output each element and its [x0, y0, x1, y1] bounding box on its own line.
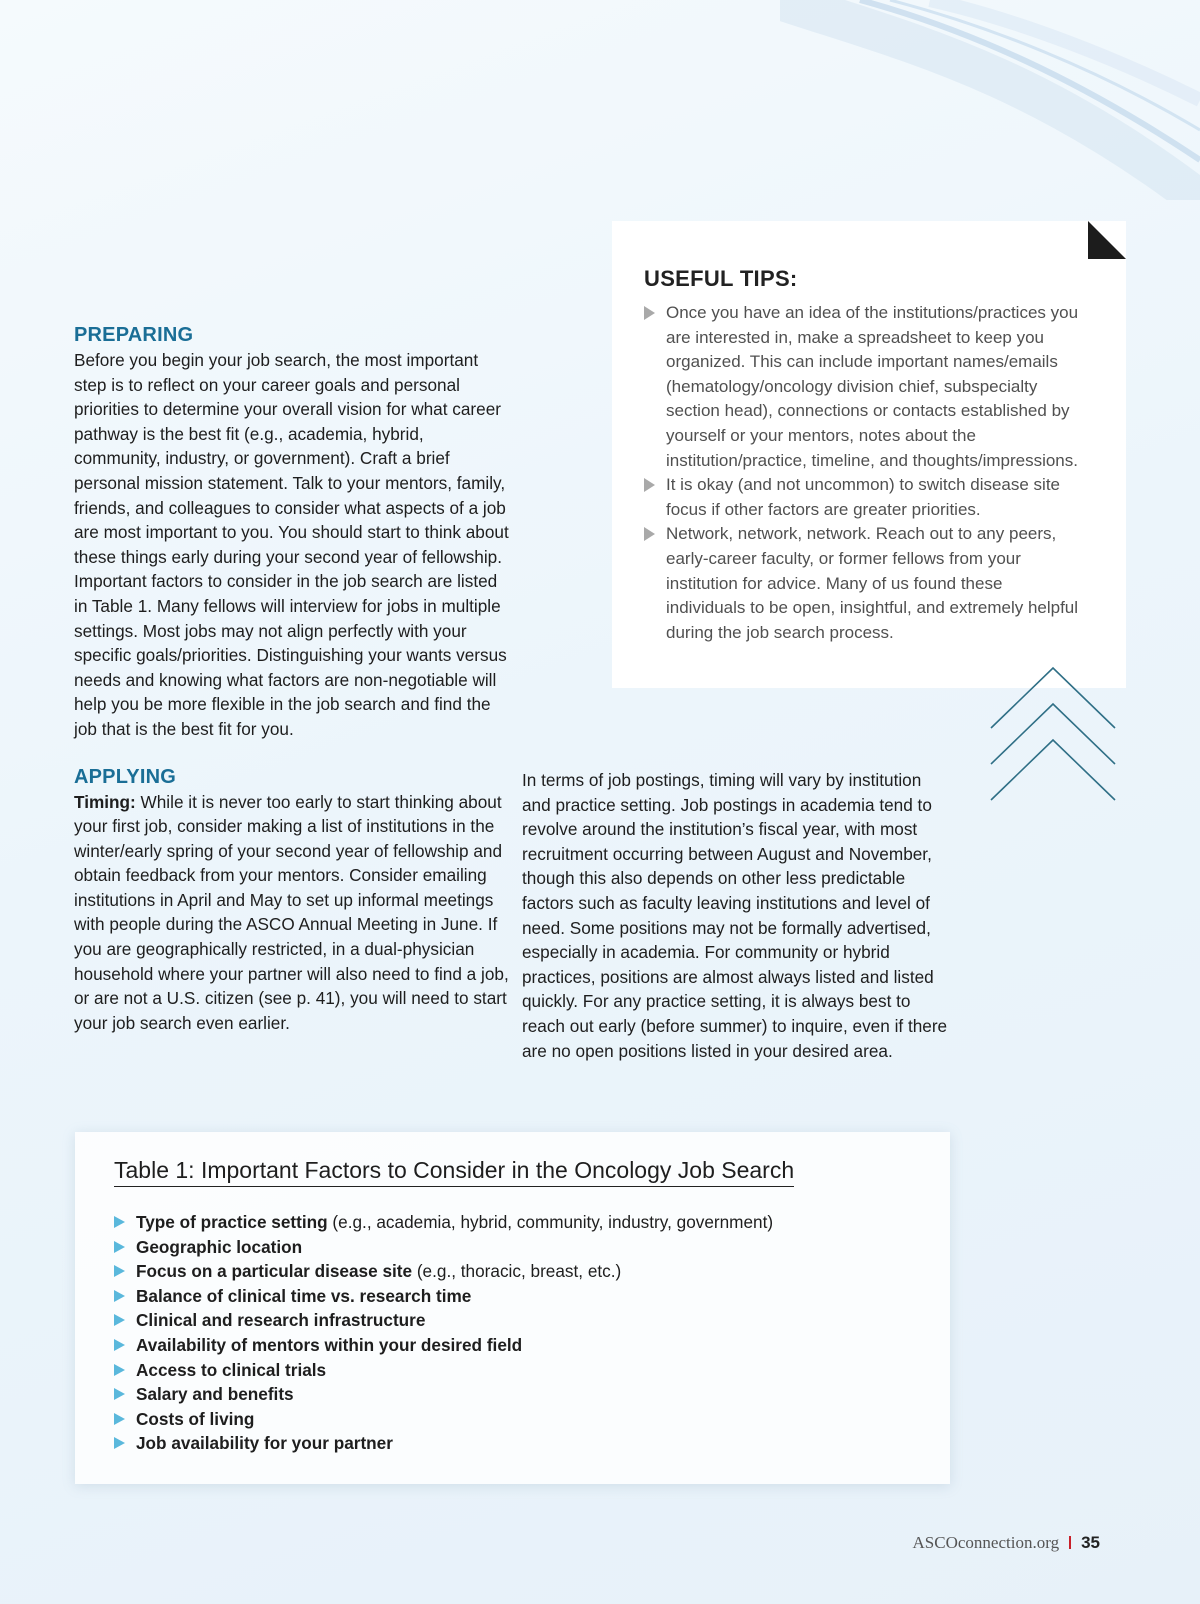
timing-text: While it is never too early to start thinking about your first job, consider making a list of institutions in the winter/early spring of your second year of fellowship and obtain feedback from your mentors. Consider emailing institutions in April and May to set up informal meetings with people during the ASCO Annual Meeting in June. If you are geographically restricted, in a dual-physician household where your partner will also need to find a job, or are not a U.S. citizen (see p. 41), you will need to start your job search even earlier. [74, 791, 509, 1033]
list-item [114, 1407, 914, 1432]
factor-detail: (e.g., academia, hybrid, community, industry, government) [327, 1212, 774, 1232]
tip-item [644, 522, 1084, 645]
factor-bold: Clinical and research infrastructure [136, 1310, 426, 1331]
triangle-bullet-icon [644, 478, 655, 492]
factor-bold: Salary and benefits [136, 1384, 294, 1405]
list-item [114, 1210, 914, 1235]
triangle-bullet-icon [644, 306, 655, 320]
useful-tips-card [612, 221, 1126, 688]
useful-tips-list [644, 301, 1084, 645]
useful-tips-title: USEFUL TIPS: [644, 266, 798, 291]
triangle-bullet-icon [114, 1339, 125, 1351]
right-column [522, 768, 952, 1063]
triangle-bullet-icon [114, 1290, 125, 1302]
triangle-bullet-icon [114, 1216, 125, 1228]
factor-bold: Focus on a particular disease site [136, 1261, 413, 1282]
timing-label: Timing: [74, 791, 136, 812]
tip-text: Once you have an idea of the institutions/practices you are interested in, make a spreadsheet to keep you organized. This can include important names/emails (hematology/oncology division chief, subspecialty section head), connections or contacts established by yourself or your mentors, notes about the institution/practice, timeline, and thoughts/impressions. [666, 303, 1079, 470]
tip-item [644, 301, 1084, 473]
triangle-bullet-icon [114, 1265, 125, 1277]
tip-text: It is okay (and not uncommon) to switch disease site focus if other factors are greater priorities. [666, 475, 1061, 519]
factor-bold: Type of practice setting [136, 1212, 328, 1232]
applying-heading: APPLYING [74, 765, 177, 788]
triangle-bullet-icon [644, 527, 655, 541]
chevron-up-icon [990, 665, 1116, 805]
footer-divider [1069, 1536, 1071, 1549]
triangle-bullet-icon [114, 1388, 125, 1400]
triangle-bullet-icon [114, 1413, 125, 1425]
timing-paragraph [74, 790, 514, 1036]
factor-bold: Access to clinical trials [136, 1359, 327, 1380]
list-item [114, 1431, 914, 1456]
preparing-paragraph: Before you begin your job search, the most important step is to reflect on your career goals and personal priorities to determine your overall vision for what career pathway is the best fit (e.g., academia, hybrid, community, industry, or government). Craft a brief personal mission statement. Talk to your mentors, family, friends, and colleagues to consider what aspects of a job are most important to you. You should start to think about these things early during your second year of fellowship. Important factors to consider in the job search are listed in Table 1. Many fellows will interview for jobs in multiple settings. Most jobs may not align perfectly with your specific goals/priorities. Distinguishing your wants versus needs and knowing what factors are non-negotiable will help you be more flexible in the job search and find the job that is the best fit for you. [74, 350, 509, 739]
list-item [114, 1284, 914, 1309]
list-item [114, 1235, 914, 1260]
list-item [114, 1382, 914, 1407]
list-item [114, 1308, 914, 1333]
factor-detail: (e.g., thoracic, breast, etc.) [412, 1261, 622, 1282]
left-column [74, 322, 514, 1035]
job-postings-paragraph: In terms of job postings, timing will vary by institution and practice setting. Job postings in academia tend to revolve around the institution’s fiscal year, with most recruitment occurring between August and November, though this also depends on other less predictable factors such as faculty leaving institutions and level of need. Some positions may not be formally advertised, especially in academia. For community or hybrid practices, positions are almost always listed and listed quickly. For any practice setting, it is always best to reach out early (before summer) to inquire, even if there are no open positions listed in your desired area. [522, 770, 948, 1061]
triangle-bullet-icon [114, 1241, 125, 1253]
table-1-box [75, 1132, 950, 1484]
table-1-list [114, 1210, 914, 1456]
factor-bold: Job availability for your partner [136, 1433, 393, 1454]
triangle-bullet-icon [114, 1314, 125, 1326]
footer-site[interactable]: ASCOconnection.org [912, 1533, 1060, 1552]
factor-bold: Costs of living [136, 1408, 255, 1429]
factor-bold: Geographic location [136, 1236, 303, 1257]
list-item [114, 1259, 914, 1284]
factor-bold: Availability of mentors within your desired field [136, 1334, 523, 1355]
triangle-bullet-icon [114, 1437, 125, 1449]
triangle-bullet-icon [114, 1364, 125, 1376]
list-item [114, 1358, 914, 1383]
page-number: 35 [1081, 1533, 1100, 1552]
list-item [114, 1333, 914, 1358]
tip-item [644, 473, 1084, 522]
page-corner-fold-icon [1088, 221, 1126, 259]
table-1-title: Table 1: Important Factors to Consider in the Oncology Job Search [114, 1154, 794, 1187]
preparing-heading: PREPARING [74, 324, 194, 346]
decorative-swoosh [780, 0, 1200, 200]
tip-text: Network, network, network. Reach out to any peers, early-career faculty, or former fellows from your institution for advice. Many of us found these individuals to be open, insightful, and extremely helpful during the job search process. [666, 524, 1079, 642]
page-footer [913, 1531, 1100, 1555]
factor-bold: Balance of clinical time vs. research time [136, 1285, 472, 1306]
